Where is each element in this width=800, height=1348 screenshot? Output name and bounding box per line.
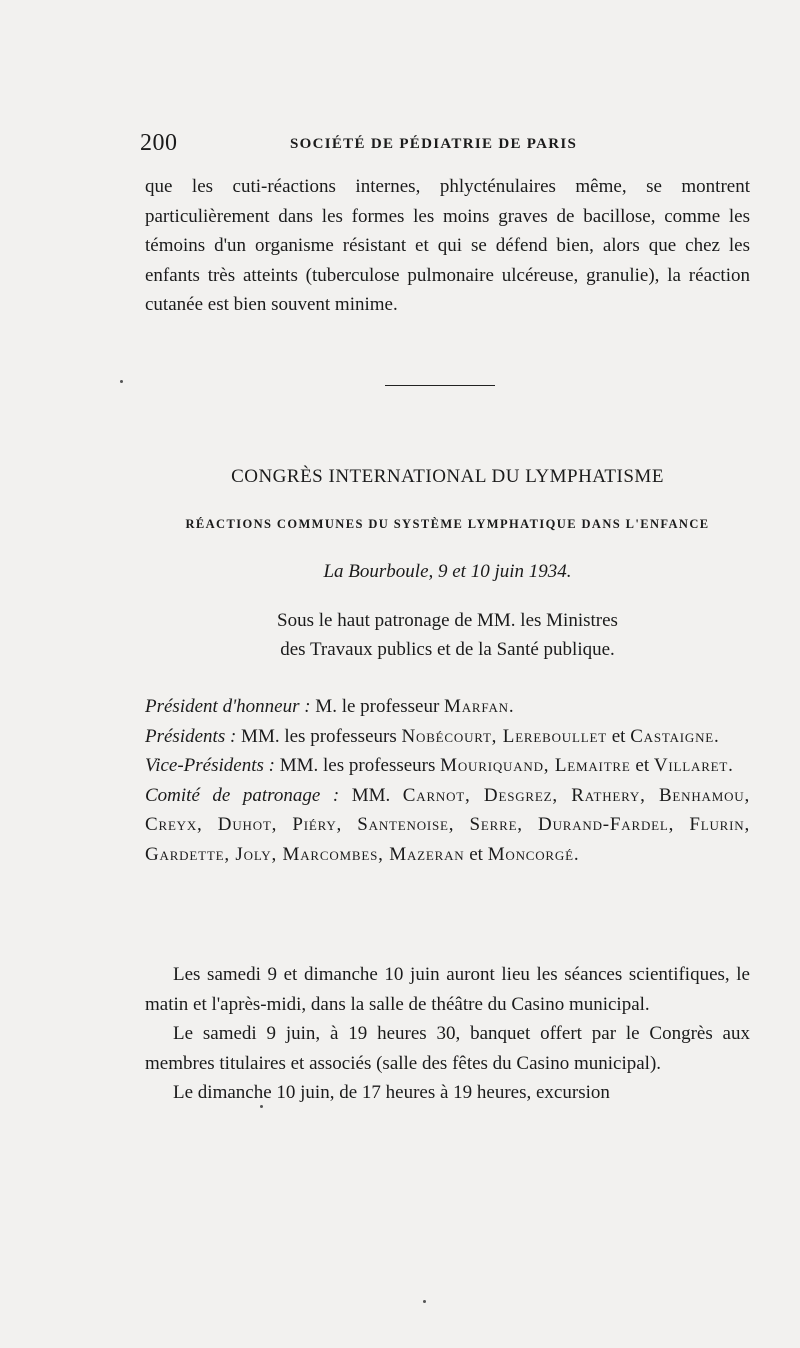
place-date: La Bourboule, 9 et 10 juin 1934. (323, 561, 572, 582)
print-speck (120, 380, 123, 383)
program-section (145, 960, 750, 1108)
role-label: Présidents : (145, 725, 237, 747)
congress-title: CONGRÈS INTERNATIONAL DU LYMPHATISME (231, 466, 664, 487)
patronage-line: des Travaux publics et de la Santé publique. (280, 639, 615, 660)
role-prefix: MM. les professeurs (279, 755, 436, 776)
role-last-name: Villaret. (653, 755, 734, 776)
committee-list (145, 692, 750, 869)
role-label: Vice-Présidents : (145, 755, 275, 776)
role-joiner: et (469, 843, 483, 865)
role-names: Nobécourt, Lereboullet (401, 725, 607, 747)
print-speck (423, 1300, 426, 1303)
journal-title: SOCIÉTÉ DE PÉDIATRIE DE PARIS (290, 136, 578, 152)
intro-paragraph: que les cuti-réactions internes, phlycténulaires même, se montrent particulièrement dans les formes les moins graves de bacillose, comme les témoins d'un organisme résistant et qui se défend bien, alors que chez les enfants très atteints (tuberculose pulmonaire ulcéreuse, granulie), la réaction cutanée est bien souvent minime. (145, 176, 750, 315)
role-joiner: et (635, 755, 650, 776)
section-divider (385, 385, 495, 386)
role-prefix: MM. (351, 784, 391, 806)
role-prefix: M. le professeur (315, 696, 440, 717)
presidents-entry (145, 722, 750, 752)
role-label: Comité de patronage : (145, 784, 340, 806)
running-head (140, 130, 750, 160)
role-names: Carnot, Desgrez, Rathery, Benhamou, Creyx, Duhot, Piéry, Santenoise, Serre, Durand-Fardel, Flurin, Gardette, Joly, Marcombes, Mazeran (145, 784, 751, 865)
patronage-line: Sous le haut patronage de MM. les Ministres (277, 610, 618, 631)
role-names: Mouriquand, Lemaitre (440, 755, 631, 776)
program-paragraph: Le samedi 9 juin, à 19 heures 30, banquet offert par le Congrès aux membres titulaires et associés (salle des fêtes du Casino municipal). (145, 1023, 750, 1074)
role-joiner: et (611, 725, 626, 747)
honorary-president-entry (145, 692, 750, 722)
role-last-name: Castaigne. (630, 725, 720, 747)
role-label: Président d'honneur : (145, 696, 311, 717)
role-prefix: MM. les professeurs (241, 725, 397, 747)
patronage-statement (145, 606, 750, 664)
print-speck (260, 1105, 263, 1108)
patronage-committee-entry (145, 781, 750, 870)
page-number: 200 (140, 130, 178, 156)
program-paragraph: Les samedi 9 et dimanche 10 juin auront lieu les séances scientifiques, le matin et l'après-midi, dans la salle de théâtre du Casino municipal. (145, 964, 750, 1015)
congress-subtitle: RÉACTIONS COMMUNES DU SYSTÈME LYMPHATIQUE DANS L'ENFANCE (185, 517, 710, 531)
role-last-name: Moncorgé. (487, 843, 580, 865)
role-names: Marfan. (444, 696, 515, 717)
vice-presidents-entry (145, 751, 750, 781)
program-paragraph: Le dimanche 10 juin, de 17 heures à 19 heures, excursion (173, 1082, 610, 1103)
